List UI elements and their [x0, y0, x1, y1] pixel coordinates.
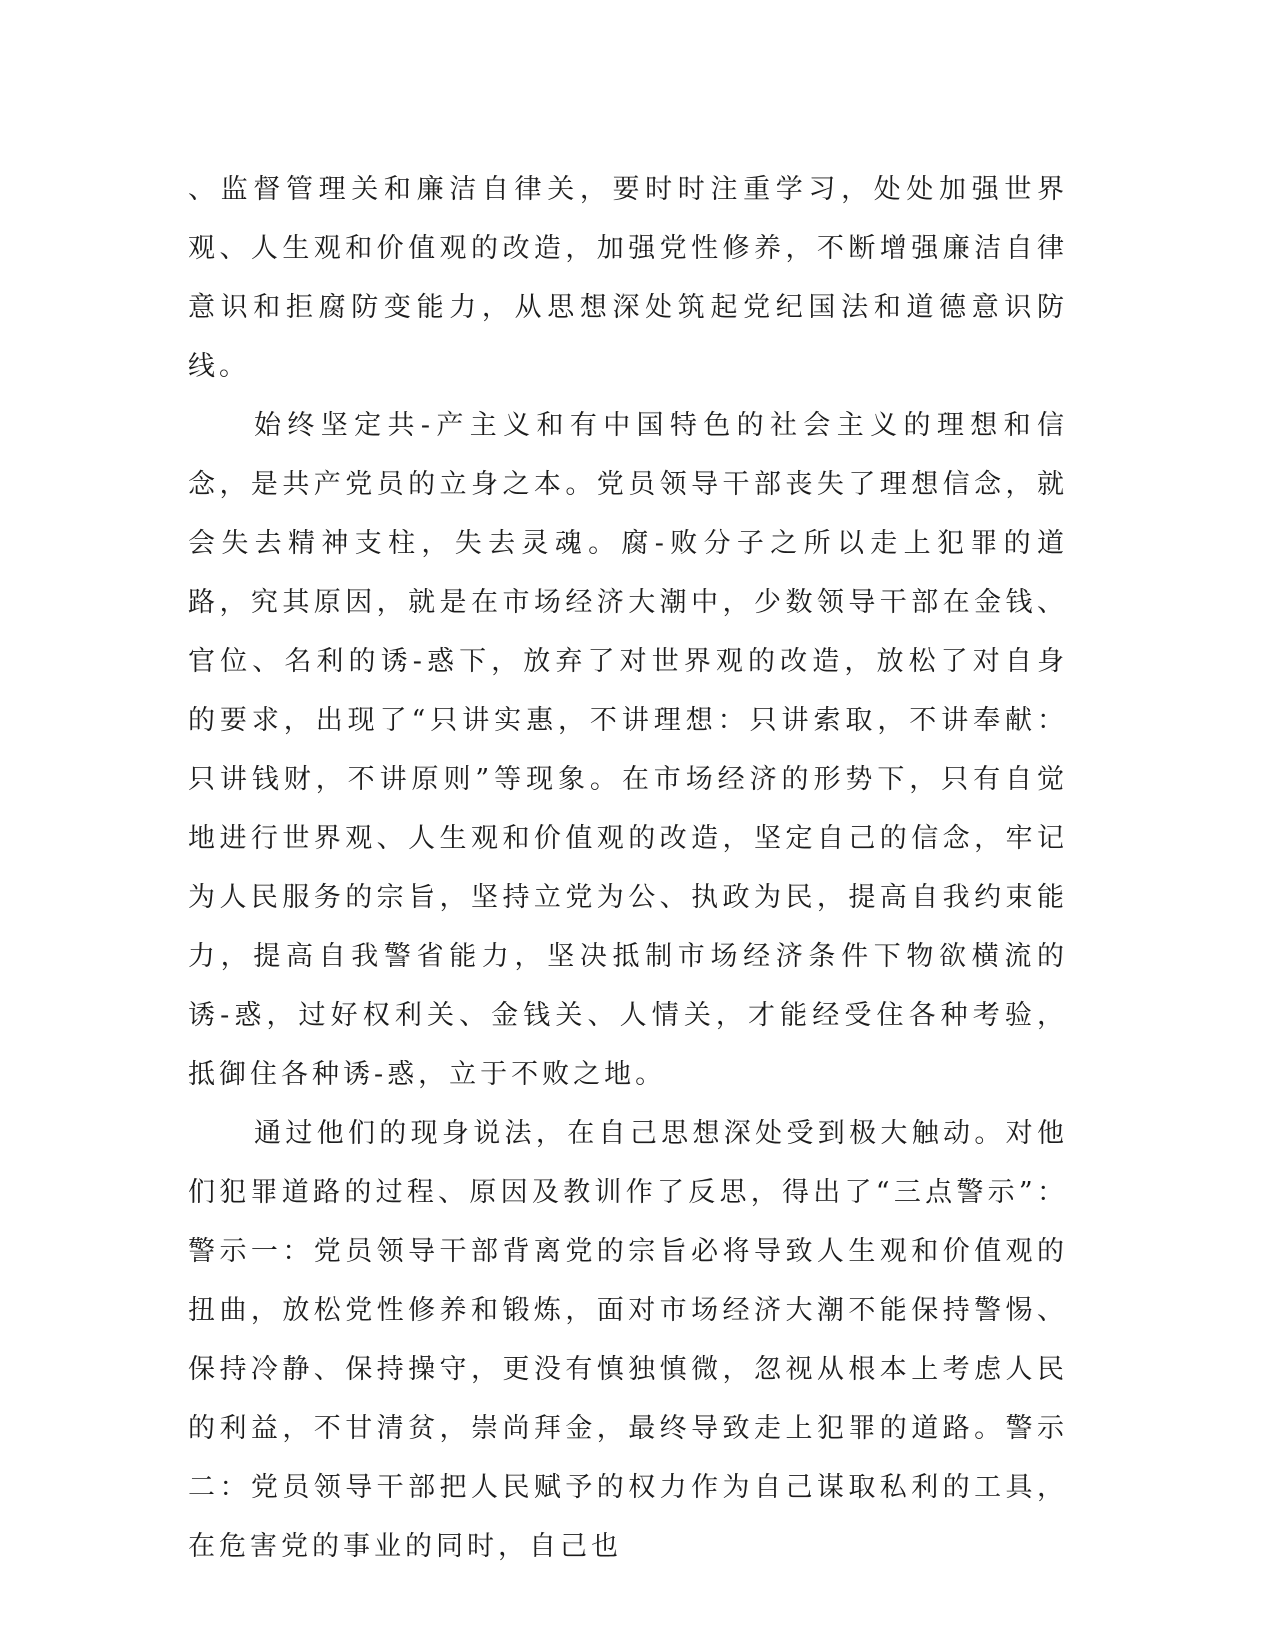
paragraph-continuation: 、监督管理关和廉洁自律关，要时时注重学习，处处加强世界观、人生观和价值观的改造，加强党性修养，不断增强廉洁自律意识和拒腐防变能力，从思想深处筑起党纪国法和道德意识防线。 — [188, 174, 1068, 382]
paragraph-three-warnings: 通过他们的现身说法，在自己思想深处受到极大触动。对他们犯罪道路的过程、原因及教训作了反思，得出了“三点警示”：警示一：党员领导干部背离党的宗旨必将导致人生观和价值观的扭曲，放松党性修养和锻炼，面对市场经济大潮不能保持警惕、保持冷静、保持操守，更没有慎独慎微，忽视从根本上考虑人民的利益，不甘清贫，崇尚拜金，最终导致走上犯罪的道路。警示二：党员领导干部把人民赋予的权力作为自己谋取私利的工具，在危害党的事业的同时，自己也 — [188, 1118, 1068, 1562]
paragraph-ideals-and-beliefs: 始终坚定共-产主义和有中国特色的社会主义的理想和信念，是共产党员的立身之本。党员领导干部丧失了理想信念，就会失去精神支柱，失去灵魂。腐-败分子之所以走上犯罪的道路，究其原因，就是在市场经济大潮中，少数领导干部在金钱、官位、名利的诱-惑下，放弃了对世界观的改造，放松了对自身的要求，出现了“只讲实惠，不讲理想：只讲索取，不讲奉献：只讲钱财，不讲原则”等现象。在市场经济的形势下，只有自觉地进行世界观、人生观和价值观的改造，坚定自己的信念，牢记为人民服务的宗旨，坚持立党为公、执政为民，提高自我约束能力，提高自我警省能力，坚决抵制市场经济条件下物欲横流的诱-惑，过好权利关、金钱关、人情关，才能经受住各种考验，抵御住各种诱-惑，立于不败之地。 — [188, 410, 1068, 1090]
document-body — [188, 160, 1068, 1576]
